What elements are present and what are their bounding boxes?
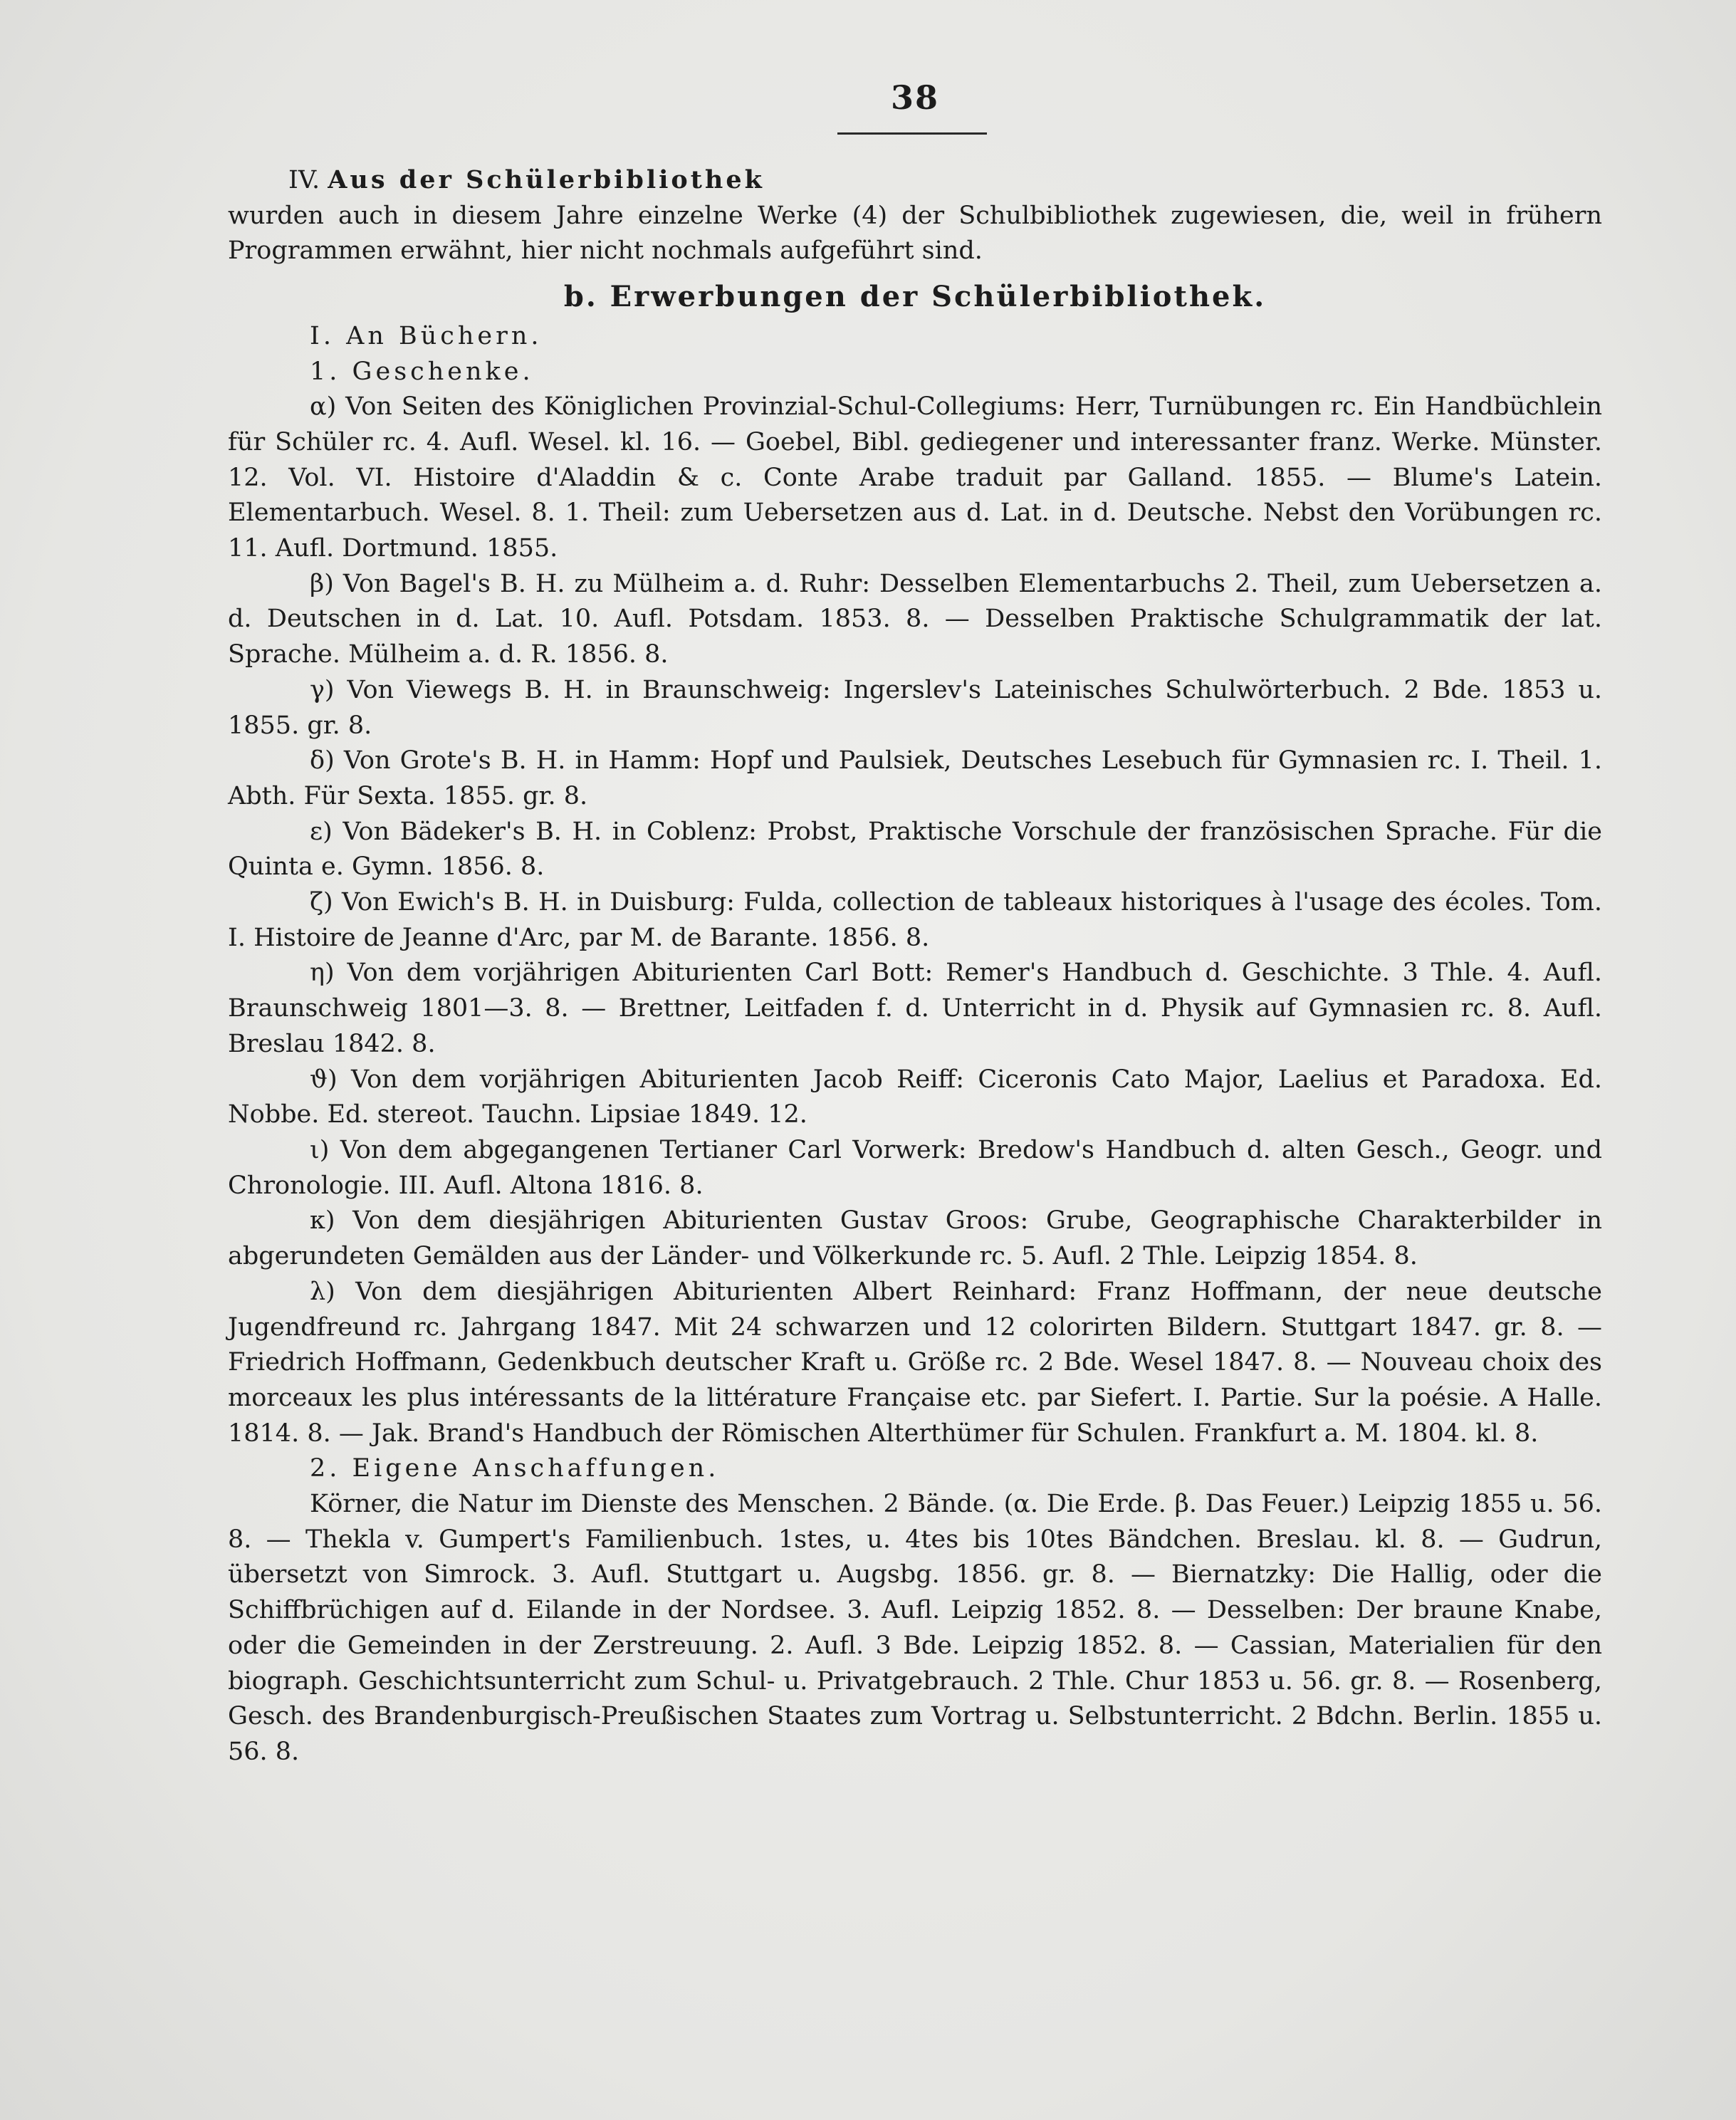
entry-zeta: ζ) Von Ewich's B. H. in Duisburg: Fulda, collection de tableaux historiques à l'usage des écoles. Tom. I. Histoire de Jeanne d'Arc, par M. de Barante. 1856. 8. — [228, 888, 1602, 952]
section-iv-heading — [228, 162, 1602, 199]
entry-epsilon: ε) Von Bädeker's B. H. in Coblenz: Probst, Praktische Vorschule der französischen Sprache. Für die Quinta e. Gymn. 1856. 8. — [228, 817, 1602, 882]
section-iv-label: IV. — [288, 166, 320, 194]
entry-kappa: κ) Von dem diesjährigen Abiturienten Gustav Groos: Grube, Geographische Charakterbilder in abgerundeten Gemälden aus der Länder- und Völkerkunde rc. 5. Aufl. 2 Thle. Leipzig 1854. 8. — [228, 1206, 1602, 1271]
acquisitions-text: Körner, die Natur im Dienste des Menschen. 2 Bände. (α. Die Erde. β. Das Feuer.) Leipzig 1855 u. 56. 8. — Thekla v. Gumpert's Familienbuch. 1stes, u. 4tes bis 10tes Bändchen. Breslau. kl. 8. — Gudrun, übersetzt von Simrock. 3. Aufl. Stuttgart u. Augsbg. 1856. gr. 8. — Biernatzky: Die Hallig, oder die Schiffbrüchigen auf d. Eilande in der Nordsee. 3. Aufl. Leipzig 1852. 8. — Desselben: Der braune Knabe, oder die Gemeinden in der Zerstreuung. 2. Aufl. 3 Bde. Leipzig 1852. 8. — Cassian, Materialien für den biograph. Geschichtsunterricht zum Schul- u. Privatgebrauch. 2 Thle. Chur 1853 u. 56. gr. 8. — Rosenberg, Gesch. des Brandenburgisch-Preußischen Staates zum Vortrag u. Selbstunterricht. 2 Bdchn. Berlin. 1855 u. 56. 8. — [228, 1490, 1602, 1766]
page-content — [228, 78, 1602, 1901]
entry-beta: β) Von Bagel's B. H. zu Mülheim a. d. Ruhr: Desselben Elementarbuchs 2. Theil, zum Uebersetzen a. d. Deutschen in d. Lat. 10. Aufl. Potsdam. 1853. 8. — Desselben Praktische Schulgrammatik der lat. Sprache. Mülheim a. d. R. 1856. 8. — [228, 569, 1602, 669]
section-iv-title: Aus der Schülerbibliothek — [328, 165, 765, 194]
body-text — [228, 162, 1602, 1770]
subheading-gifts: 1. Geschenke. — [310, 357, 534, 386]
entry-lambda: λ) Von dem diesjährigen Abiturienten Albert Reinhard: Franz Hoffmann, der neue deutsche Jugendfreund rc. Jahrgang 1847. Mit 24 schwarzen und 12 colorirten Bildern. Stuttgart 1847. gr. 8. — Friedrich Hoffmann, Gedenkbuch deutscher Kraft u. Größe rc. 2 Bde. Wesel 1847. 8. — Nouveau choix des morceaux les plus intéressants de la littérature Française etc. par Siefert. I. Partie. Sur la poésie. A Halle. 1814. 8. — Jak. Brand's Handbuch der Römischen Alterthümer für Schulen. Frankfurt a. M. 1804. kl. 8. — [228, 1277, 1602, 1448]
section-iv-text: wurden auch in diesem Jahre einzelne Werke (4) der Schulbibliothek zugewiesen, die, weil in frühern Programmen erwähnt, hier nicht nochmals aufgeführt sind. — [228, 201, 1602, 266]
heading-b: b. Erwerbungen der Schülerbibliothek. — [563, 280, 1267, 314]
page-number: 38 — [890, 78, 939, 117]
entry-gamma: γ) Von Viewegs B. H. in Braunschweig: Ingerslev's Lateinisches Schulwörterbuch. 2 Bde. 1853 u. 1855. gr. 8. — [228, 675, 1602, 740]
entry-iota: ι) Von dem abgegangenen Tertianer Carl Vorwerk: Bredow's Handbuch d. alten Gesch., Geogr. und Chronologie. III. Aufl. Altona 1816. 8. — [228, 1135, 1602, 1200]
entry-alpha: α) Von Seiten des Königlichen Provinzial-Schul-Collegiums: Herr, Turnübungen rc. Ein Handbüchlein für Schüler rc. 4. Aufl. Wesel. kl. 16. — Goebel, Bibl. gediegener und interessanter franz. Werke. Münster. 12. Vol. VI. Histoire d'Aladdin & c. Conte Arabe traduit par Galland. 1855. — Blume's Latein. Elementarbuch. Wesel. 8. 1. Theil: zum Uebersetzen aus d. Lat. in d. Deutsche. Nebst den Vorübungen rc. 11. Aufl. Dortmund. 1855. — [228, 392, 1602, 563]
page-number-rule — [837, 132, 987, 135]
entry-theta: ϑ) Von dem vorjährigen Abiturienten Jacob Reiff: Ciceronis Cato Major, Laelius et Paradoxa. Ed. Nobbe. Ed. stereot. Tauchn. Lipsiae 1849. 12. — [228, 1065, 1602, 1129]
subheading-acquisitions: 2. Eigene Anschaffungen. — [310, 1454, 720, 1483]
subheading-books: I. An Büchern. — [310, 321, 543, 350]
entry-eta: η) Von dem vorjährigen Abiturienten Carl Bott: Remer's Handbuch d. Geschichte. 3 Thle. 4. Aufl. Braunschweig 1801—3. 8. — Brettner, Leitfaden f. d. Unterricht in d. Physik auf Gymnasien rc. 8. Aufl. Breslau 1842. 8. — [228, 959, 1602, 1058]
entry-delta: δ) Von Grote's B. H. in Hamm: Hopf und Paulsiek, Deutsches Lesebuch für Gymnasien rc. I. Theil. 1. Abth. Für Sexta. 1855. gr. 8. — [228, 746, 1602, 810]
